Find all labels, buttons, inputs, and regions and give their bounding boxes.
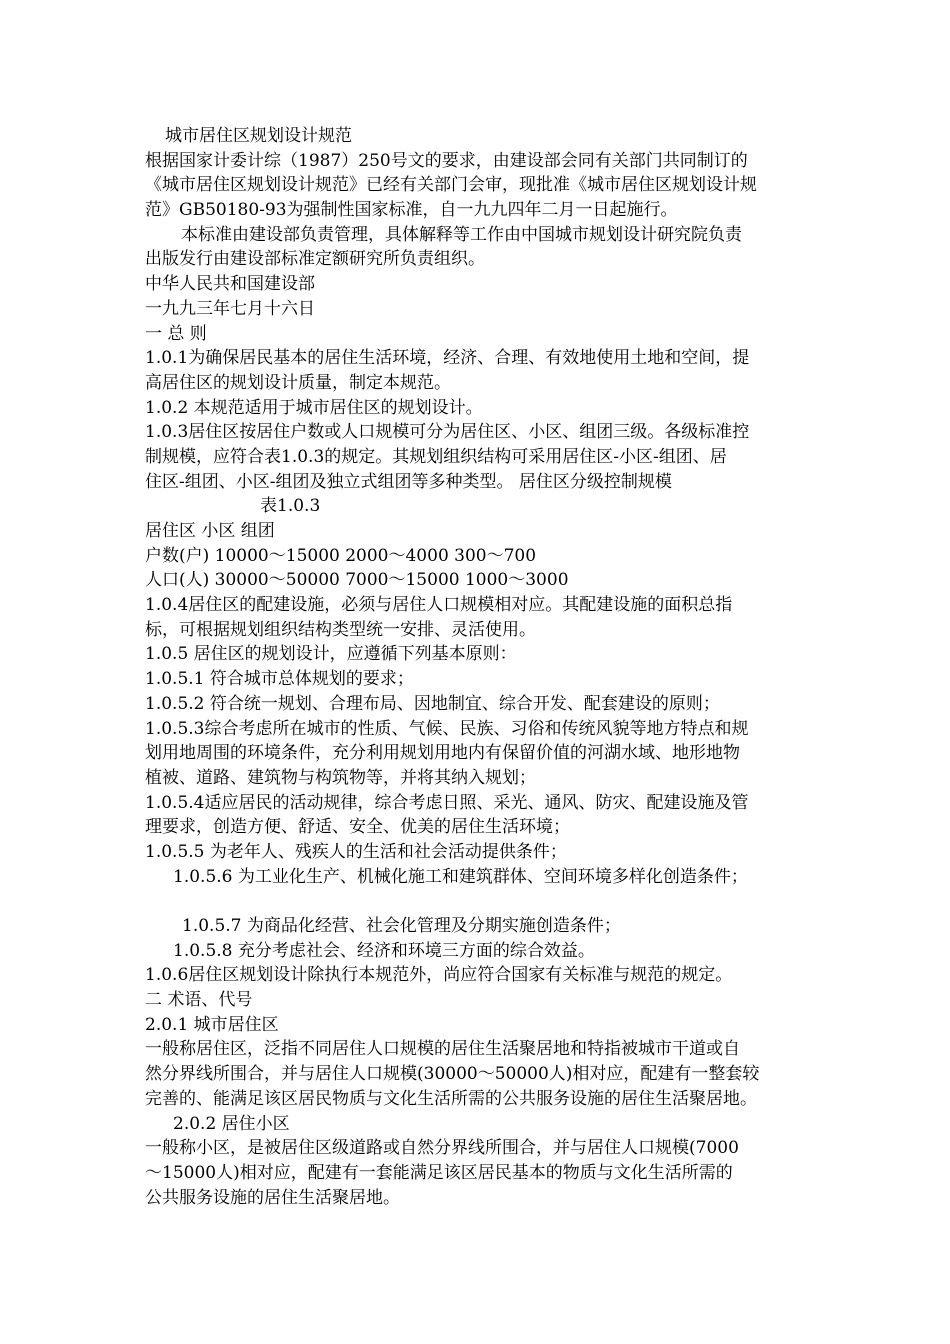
text-line: 中华人民共和国建设部 xyxy=(145,274,315,295)
text-line: 人口(人) 30000～50000 7000～15000 1000～3000 xyxy=(145,570,569,591)
text-line: 1.0.5 居住区的规划设计，应遵循下列基本原则： xyxy=(145,644,517,665)
text-line: 1.0.5.7 为商品化经营、社会化管理及分期实施创造条件； xyxy=(182,916,621,936)
text-line: 划用地周围的环境条件，充分利用规划用地内有保留价值的河湖水域、地形地物 xyxy=(145,743,740,764)
text-line: 1.0.5.1 符合城市总体规划的要求； xyxy=(145,669,414,690)
text-line: 公共服务设施的居住生活聚居地。 xyxy=(145,1187,400,1208)
text-line: 1.0.5.4适应居民的活动规律，综合考虑日照、采光、通风、防灾、配建设施及管 xyxy=(145,792,749,813)
text-line: 一般称小区，是被居住区级道路或自然分界线所围合，并与居住人口规模(7000 xyxy=(145,1138,739,1159)
text-line: 表1.0.3 xyxy=(260,496,321,517)
text-line: 制规模，应符合表1.0.3的规定。其规划组织结构可采用居住区-小区-组团、居 xyxy=(145,446,727,467)
text-line: 出版发行由建设部标准定额研究所负责组织。 xyxy=(145,249,485,270)
text-line: 植被、道路、建筑物与构筑物等，并将其纳入规划； xyxy=(145,767,536,788)
text-line: 一九九三年七月十六日 xyxy=(145,298,315,319)
text-line: 标，可根据规划组织结构类型统一安排、灵活使用。 xyxy=(145,619,536,640)
text-line: 高居住区的规划设计质量，制定本规范。 xyxy=(145,372,451,393)
text-line: 1.0.2 本规范适用于城市居住区的规划设计。 xyxy=(145,397,483,418)
text-line: 然分界线所围合，并与居住人口规模(30000～50000人)相对应，配建有一整套较 xyxy=(145,1064,760,1085)
document-body xyxy=(145,124,825,1210)
text-line: 1.0.3居住区按居住户数或人口规模可分为居住区、小区、组团三级。各级标准控 xyxy=(145,422,750,443)
text-line: 根据国家计委计综（1987）250号文的要求，由建设部会同有关部门共同制订的 xyxy=(145,150,748,171)
text-line: 一 总 则 xyxy=(145,323,207,344)
text-line: 1.0.4居住区的配建设施，必须与居住人口规模相对应。其配建设施的面积总指 xyxy=(145,595,733,616)
text-line: 范》GB50180-93为强制性国家标准，自一九九四年二月一日起施行。 xyxy=(145,200,678,221)
text-line: 二 术语、代号 xyxy=(145,990,253,1011)
text-line: 居住区 小区 组团 xyxy=(145,521,275,541)
text-line: 1.0.1为确保居民基本的居住生活环境，经济、合理、有效地使用土地和空间，提 xyxy=(145,348,750,369)
text-line: 1.0.5.5 为老年人、残疾人的生活和社会活动提供条件； xyxy=(145,841,567,862)
text-line: 一般称居住区，泛指不同居住人口规模的居住生活聚居地和特指被城市干道或自 xyxy=(145,1039,740,1060)
text-line: 1.0.5.8 充分考虑社会、经济和环境三方面的综合效益。 xyxy=(173,940,595,961)
text-line: 户数(户) 10000～15000 2000～4000 300～700 xyxy=(145,545,537,566)
text-line: 完善的、能满足该区居民物质与文化生活所需的公共服务设施的居住生活聚居地。 xyxy=(145,1088,757,1109)
text-line: 住区-组团、小区-组团及独立式组团等多种类型。 居住区分级控制规模 xyxy=(145,471,672,492)
text-line: 2.0.1 城市居住区 xyxy=(145,1014,279,1035)
text-line: 1.0.5.6 为工业化生产、机械化施工和建筑群体、空间环境多样化创造条件； xyxy=(173,866,748,887)
text-line: 1.0.6居住区规划设计除执行本规范外，尚应符合国家有关标准与规范的规定。 xyxy=(145,965,733,986)
text-line: 城市居住区规划设计规范 xyxy=(165,126,352,146)
text-line: 本标准由建设部负责管理，具体解释等工作由中国城市规划设计研究院负责 xyxy=(181,224,742,245)
text-line: 理要求，创造方便、舒适、安全、优美的居住生活环境； xyxy=(145,817,570,838)
text-line: 2.0.2 居住小区 xyxy=(173,1113,290,1134)
text-line: 1.0.5.3综合考虑所在城市的性质、气候、民族、习俗和传统风貌等地方特点和规 xyxy=(145,718,749,739)
text-line: 1.0.5.2 符合统一规划、合理布局、因地制宜、综合开发、配套建设的原则； xyxy=(145,693,720,714)
text-line: ～15000人)相对应，配建有一套能满足该区居民基本的物质与文化生活所需的 xyxy=(145,1162,733,1183)
blank-line xyxy=(145,889,825,914)
text-line: 《城市居住区规划设计规范》已经有关部门会审，现批准《城市居住区规划设计规 xyxy=(145,175,757,196)
